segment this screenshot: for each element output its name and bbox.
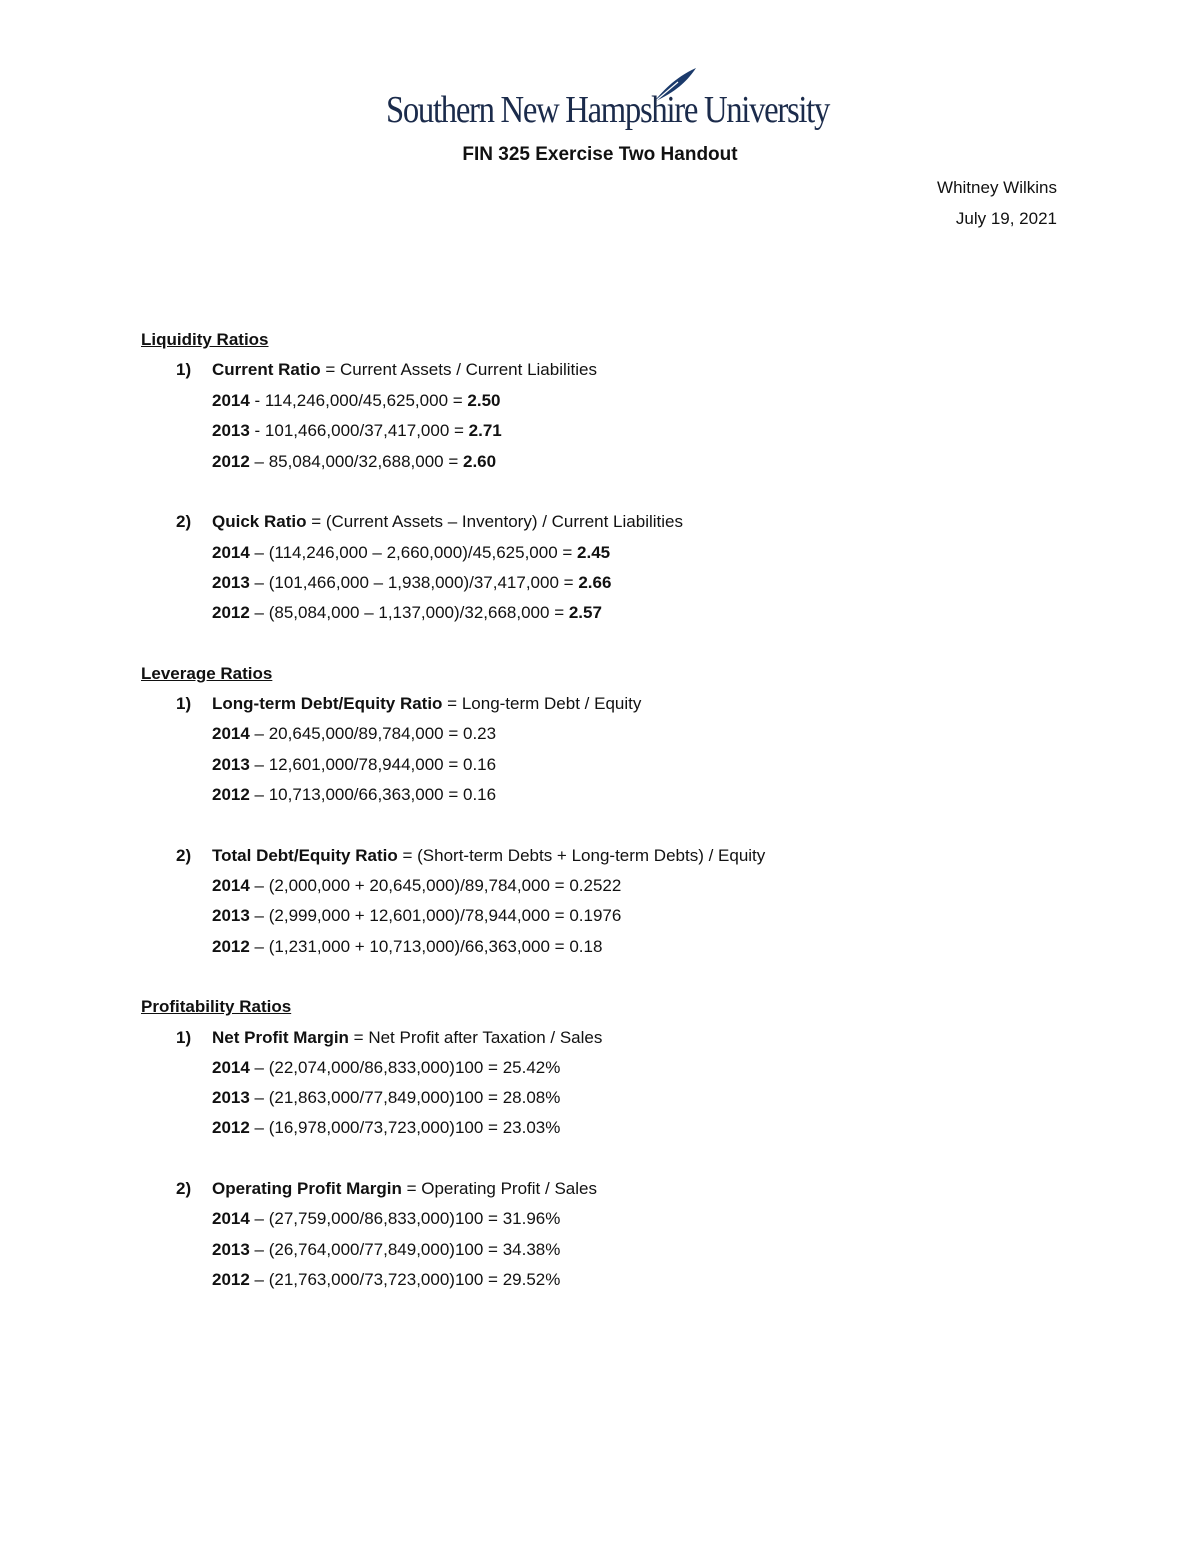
- calc-result: 31.96%: [502, 1209, 561, 1228]
- calc-expression: – (2,000,000 + 20,645,000)/89,784,000 =: [249, 876, 570, 895]
- calc-year: 2013: [212, 573, 250, 592]
- calc-line: [212, 1240, 560, 1260]
- calc-line: [212, 876, 621, 896]
- calc-year: 2013: [212, 421, 250, 440]
- ratio-total-debt-equity: [176, 846, 765, 866]
- calc-result: 2.60: [463, 452, 497, 471]
- calc-line: [212, 391, 501, 411]
- calc-expression: – (1,231,000 + 10,713,000)/66,363,000 =: [249, 937, 570, 956]
- calc-year: 2014: [212, 1209, 250, 1228]
- calc-line: [212, 1088, 560, 1108]
- calc-expression: - 101,466,000/37,417,000 =: [249, 421, 469, 440]
- ratio-current: [176, 360, 597, 380]
- calc-line: [212, 755, 496, 775]
- calc-expression: - 114,246,000/45,625,000 =: [249, 391, 468, 410]
- calc-year: 2014: [212, 1058, 250, 1077]
- calc-line: [212, 543, 610, 563]
- calc-expression: – (101,466,000 – 1,938,000)/37,417,000 =: [249, 573, 579, 592]
- calc-expression: – 20,645,000/89,784,000 =: [249, 724, 463, 743]
- calc-result: 0.23: [463, 724, 497, 743]
- document-date: July 19, 2021: [955, 209, 1057, 228]
- item-number: 1): [176, 360, 192, 379]
- calc-year: 2013: [212, 755, 250, 774]
- ratio-formula: = (Current Assets – Inventory) / Current Liabilities: [306, 512, 683, 531]
- calc-result: 0.16: [463, 755, 497, 774]
- calc-expression: – (85,084,000 – 1,137,000)/32,668,000 =: [249, 603, 569, 622]
- calc-line: [212, 1270, 560, 1290]
- calc-result: 34.38%: [502, 1240, 561, 1259]
- item-number: 2): [176, 512, 192, 531]
- item-number: 1): [176, 1028, 192, 1047]
- calc-year: 2014: [212, 876, 250, 895]
- calc-year: 2012: [212, 937, 250, 956]
- calc-result: 2.71: [468, 421, 502, 440]
- section-heading-leverage: Leverage Ratios: [141, 664, 273, 683]
- calc-result: 25.42%: [502, 1058, 561, 1077]
- calc-line: [212, 603, 602, 623]
- section-heading-liquidity: Liquidity Ratios: [141, 330, 269, 349]
- calc-expression: – (16,978,000/73,723,000)100 =: [249, 1118, 503, 1137]
- calc-year: 2012: [212, 1118, 250, 1137]
- calc-result: 23.03%: [502, 1118, 561, 1137]
- calc-year: 2012: [212, 1270, 250, 1289]
- calc-line: [212, 421, 502, 441]
- calc-year: 2014: [212, 391, 250, 410]
- ratio-net-profit-margin: [176, 1028, 602, 1048]
- calc-expression: – 12,601,000/78,944,000 =: [249, 755, 463, 774]
- ratio-formula: = Long-term Debt / Equity: [442, 694, 642, 713]
- calc-year: 2012: [212, 603, 250, 622]
- university-logo: [386, 66, 830, 138]
- calc-expression: – (22,074,000/86,833,000)100 =: [249, 1058, 503, 1077]
- calc-result: 28.08%: [502, 1088, 561, 1107]
- calc-year: 2013: [212, 1088, 250, 1107]
- calc-expression: – (26,764,000/77,849,000)100 =: [249, 1240, 503, 1259]
- calc-expression: – (2,999,000 + 12,601,000)/78,944,000 =: [249, 906, 570, 925]
- ratio-formula: = (Short-term Debts + Long-term Debts) / Equity: [397, 846, 766, 865]
- calc-result: 2.66: [578, 573, 612, 592]
- calc-year: 2012: [212, 785, 250, 804]
- calc-expression: – (27,759,000/86,833,000)100 =: [249, 1209, 503, 1228]
- calc-result: 0.18: [569, 937, 603, 956]
- ratio-formula: = Operating Profit / Sales: [401, 1179, 597, 1198]
- calc-expression: – (21,763,000/73,723,000)100 =: [249, 1270, 503, 1289]
- calc-line: [212, 785, 496, 805]
- ratio-name: Long-term Debt/Equity Ratio: [212, 694, 443, 713]
- document-title: FIN 325 Exercise Two Handout: [462, 144, 738, 165]
- ratio-formula: = Net Profit after Taxation / Sales: [348, 1028, 603, 1047]
- calc-expression: – 10,713,000/66,363,000 =: [249, 785, 463, 804]
- calc-line: [212, 1118, 560, 1138]
- calc-result: 0.2522: [569, 876, 622, 895]
- calc-year: 2012: [212, 452, 250, 471]
- calc-year: 2013: [212, 1240, 250, 1259]
- author-name: Whitney Wilkins: [937, 178, 1057, 197]
- calc-year: 2013: [212, 906, 250, 925]
- ratio-name: Net Profit Margin: [212, 1028, 349, 1047]
- ratio-name: Total Debt/Equity Ratio: [212, 846, 398, 865]
- ratio-formula: = Current Assets / Current Liabilities: [320, 360, 597, 379]
- calc-result: 0.1976: [569, 906, 622, 925]
- item-number: 1): [176, 694, 192, 713]
- ratio-name: Current Ratio: [212, 360, 321, 379]
- calc-line: [212, 906, 621, 926]
- calc-result: 29.52%: [502, 1270, 561, 1289]
- ratio-long-term-debt-equity: [176, 694, 641, 714]
- calc-line: [212, 452, 496, 472]
- calc-expression: – 85,084,000/32,688,000 =: [249, 452, 463, 471]
- calc-expression: – (21,863,000/77,849,000)100 =: [249, 1088, 503, 1107]
- calc-line: [212, 573, 611, 593]
- logo-text: Southern New Hampshire University: [386, 89, 830, 131]
- ratio-name: Quick Ratio: [212, 512, 307, 531]
- calc-line: [212, 724, 496, 744]
- calc-line: [212, 937, 602, 957]
- item-number: 2): [176, 1179, 192, 1198]
- calc-year: 2014: [212, 724, 250, 743]
- calc-result: 2.45: [577, 543, 611, 562]
- calc-line: [212, 1058, 560, 1078]
- calc-line: [212, 1209, 560, 1229]
- calc-expression: – (114,246,000 – 2,660,000)/45,625,000 =: [249, 543, 578, 562]
- calc-result: 2.57: [568, 603, 602, 622]
- section-heading-profitability: Profitability Ratios: [141, 997, 292, 1016]
- calc-result: 0.16: [463, 785, 497, 804]
- calc-year: 2014: [212, 543, 250, 562]
- item-number: 2): [176, 846, 192, 865]
- calc-result: 2.50: [467, 391, 501, 410]
- ratio-name: Operating Profit Margin: [212, 1179, 402, 1198]
- ratio-quick: [176, 512, 683, 532]
- ratio-operating-profit-margin: [176, 1179, 597, 1199]
